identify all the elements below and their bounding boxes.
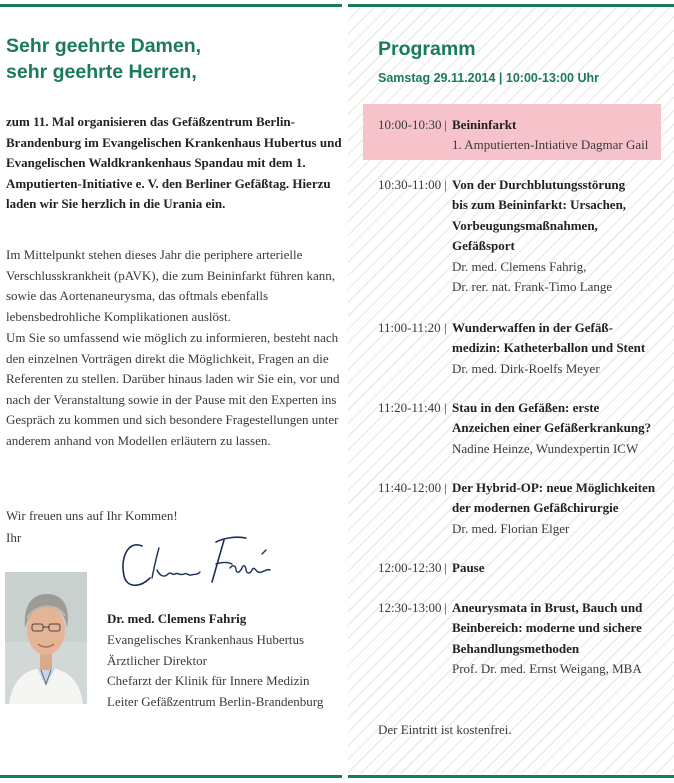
item-title: Wunderwaffen in der Gefäß-	[452, 320, 613, 335]
item-separator: |	[444, 600, 447, 615]
item-separator: |	[444, 177, 447, 192]
item-title: Beininfarkt	[452, 117, 517, 132]
portrait-photo	[5, 572, 87, 704]
program-date: Samstag 29.11.2014 | 10:00-13:00 Uhr	[378, 71, 599, 85]
item-speaker: Nadine Heinze, Wundexpertin ICW	[452, 440, 639, 456]
signer-line: Leiter Gefäßzentrum Berlin-Brandenburg	[107, 694, 324, 710]
item-speaker: Prof. Dr. med. Ernst Weigang, MBA	[452, 661, 642, 677]
item-separator: |	[444, 480, 447, 495]
signer-line: Chefarzt der Klinik für Innere Medizin	[107, 673, 310, 689]
signer-name: Dr. med. Clemens Fahrig	[107, 611, 247, 626]
item-title: medizin: Katheterballon und Stent	[452, 340, 646, 356]
letter-paragraph-2: Um Sie so umfassend wie möglich zu informieren, besteht nach den einzelnen Vorträgen direkt die Möglichkeit, Fragen an die Referenten zu stellen. Darüber hinaus laden wir Sie ein, vor und nach der Veranstaltung sowie in der Pause mit den Experten ins Gespräch zu kommen und sich besondere Fragestellungen unter anderem anhand von Modellen erläutern zu lassen.	[6, 330, 340, 448]
item-body	[452, 598, 674, 680]
signer-line: Evangelisches Krankenhaus Hubertus	[107, 631, 305, 647]
program-title: Programm	[378, 38, 476, 60]
program-panel	[348, 8, 674, 774]
item-body	[452, 398, 674, 459]
item-title: Beinbereich: moderne und sichere	[452, 620, 642, 636]
item-body	[452, 318, 674, 379]
item-time: 11:40-12:00	[378, 480, 442, 495]
item-time: 11:20-11:40	[378, 400, 441, 415]
item-separator: |	[444, 117, 447, 132]
letter-greeting	[6, 33, 201, 85]
item-title: Pause	[452, 560, 485, 575]
item-body	[452, 558, 674, 578]
bottom-rule-right	[348, 775, 674, 778]
item-title: Von der Durchblutungsstörung	[452, 177, 626, 192]
item-separator: |	[444, 400, 447, 415]
item-speaker: Dr. med. Clemens Fahrig,	[452, 258, 587, 274]
admission-note: Der Eintritt ist kostenfrei.	[378, 722, 512, 737]
item-time: 11:00-11:20	[378, 320, 441, 335]
item-title: der modernen Gefäßchirurgie	[452, 500, 619, 516]
top-rule-right	[348, 4, 674, 7]
letter-sign-off: Ihr	[6, 530, 22, 545]
item-title: Vorbeugungsmaßnahmen,	[452, 217, 598, 233]
item-title: Stau in den Gefäßen: erste	[452, 400, 600, 415]
item-time: 12:30-13:00	[378, 600, 442, 615]
item-body	[452, 175, 674, 297]
item-title: Anzeichen einer Gefäßerkrankung?	[452, 420, 652, 436]
item-speaker: Dr. med. Dirk-Roelfs Meyer	[452, 360, 600, 376]
letter-closing: Wir freuen uns auf Ihr Kommen!	[6, 508, 178, 523]
signature-image	[112, 528, 292, 600]
item-title: Gefäßsport	[452, 238, 515, 254]
item-title: Behandlungsmethoden	[452, 640, 580, 656]
item-title: bis zum Beininfarkt: Ursachen,	[452, 197, 627, 213]
item-body	[452, 478, 674, 539]
item-speaker: Dr. rer. nat. Frank-Timo Lange	[452, 279, 613, 295]
greeting-line-1: Sehr geehrte Damen,	[6, 35, 202, 57]
item-time: 10:00-10:30	[378, 117, 442, 132]
letter-intro: zum 11. Mal organisieren das Gefäßzentrum Berlin-Brandenburg im Evangelischen Krankenhaus Hubertus und Evangelischen Waldkrankenhaus Spandau mit dem 1. Amputierten-Initiative e. V. den Berliner Gefäßtag. Hierzu laden wir Sie herzlich in die Urania ein.	[6, 114, 342, 212]
greeting-line-2: sehr geehrte Herren,	[6, 61, 197, 83]
item-body	[452, 115, 674, 156]
signer-block	[107, 609, 323, 713]
item-speaker: 1. Amputierten-Intiative Dagmar Gail	[452, 137, 649, 153]
item-separator: |	[444, 560, 447, 575]
item-title: Der Hybrid-OP: neue Möglichkeiten	[452, 480, 656, 495]
item-speaker: Dr. med. Florian Elger	[452, 520, 570, 536]
letter-paragraph-1: Im Mittelpunkt stehen dieses Jahr die periphere arterielle Verschlusskrankheit (pAVK), die zum Beininfarkt führen kann, sowie das Aortenaneurysma, das oftmals ebenfalls lebensbedrohliche Komplikationen auslöst.	[6, 247, 336, 324]
item-title: Aneurysmata in Brust, Bauch und	[452, 600, 643, 615]
item-separator: |	[444, 320, 447, 335]
signer-line: Ärztlicher Direktor	[107, 652, 207, 668]
item-time: 12:00-12:30	[378, 560, 442, 575]
item-time: 10:30-11:00	[378, 177, 442, 192]
